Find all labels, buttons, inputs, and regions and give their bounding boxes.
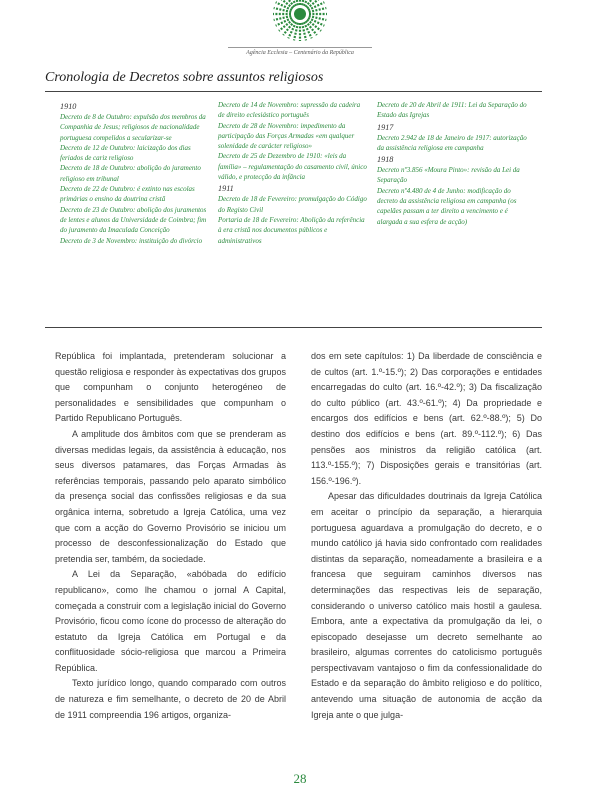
chronology-year: 1917 (377, 122, 394, 132)
chronology-entry: Decreto de 8 de Outubro: expulsão dos membros da Companhia de Jesus; religiosos de nacionalidade portuguesa compelidos a secularizar-se (60, 113, 206, 142)
chronology-entry: Decreto de 20 de Abril de 1911: Lei da Separação do Estado das Igrejas (377, 101, 527, 120)
chronology-column-3 (377, 100, 529, 227)
chronology-entry: Decreto de 22 de Outubro: é extinto nas escolas primárias o ensino da doutrina cristã (60, 185, 195, 204)
body-column-left (55, 349, 286, 723)
chronology-entry: Decreto 2.942 de 18 de Janeiro de 1917: autorização da assistência religiosa em campanha (377, 133, 527, 152)
header-divider (228, 47, 372, 48)
body-column-right (311, 349, 542, 723)
chronology-column-1 (60, 100, 210, 246)
chronology-entry: Decreto de 18 de Fevereiro: promulgação do Código do Registo Civil (218, 195, 367, 214)
sunburst-logo-icon (270, 0, 330, 42)
chronology-column-2 (218, 100, 368, 246)
chronology-entry: Decreto de 12 de Outubro: laicização dos dias feriados de cariz religioso (60, 143, 191, 163)
body-paragraph: A Lei da Separação, «abóbada do edifício republicano», como lhe chamou o jornal A Capital, começada a construir com a legislação inicial do Governo Provisório, ficou como ícone do processo de alteração do estatuto da Igreja Católica em Portugal e da conflituosidade sócio-religiosa que marcou a Primeira República. (55, 569, 286, 673)
chronology-year: 1911 (218, 184, 234, 194)
body-paragraph: dos em sete capítulos: 1) Da liberdade de consciência e de cultos (art. 1.º-15.º); 2) Das corporações e entidades encarregadas do culto (art. 16.º-42.º); 3) Da fiscalização do culto público (art. 43.º-61.º); 4) Da propriedade e encargos dos edifícios e bens (art. 62.º-88.º); 5) Do destino dos edifícios e bens (art. 89.º-112.º); 6) Das pensões aos ministros da religião católica (art. 113.º-155.º); 7) Disposições gerais e transitórias (art. 156.º-196.º). (311, 351, 542, 486)
chronology-entry: Decreto nº4.480 de 4 de Junho: modificação do decreto da assistência religiosa em campanha (os capelães passam a ter direito a vencimento e é alargada a sua esfera de acção) (377, 186, 517, 226)
body-paragraph: A amplitude dos âmbitos com que se prenderam as diversas medidas legais, da assistência à educação, nos seus diversos patamares, das Forças Armadas às referências temporais, passando pelo aparato simbólico da presença social das confissões religiosas e da sua orgânica interna, sobretudo a Igreja Católica, uma vez que com a acção do Governo Provisório se iniciou um processo de desconfessionalização do Estado que pretendia ser, também, da sociedade. (55, 428, 286, 564)
chronology-entry: Decreto nº3.856 «Moura Pinto»: revisão da Lei da Separação (377, 166, 520, 185)
chronology-entry: Decreto de 28 de Novembro: impedimento da participação das Forças Armadas «em qualquer solenidade de carácter religioso» (218, 121, 355, 151)
page-number: 28 (293, 771, 307, 786)
body-paragraph: República foi implantada, pretenderam solucionar a questão religiosa e responder às expectativas dos grupos que compunham o conjunto heterogéneo de personalidades e sensibilidades que compunham o Partido Republicano Português. (55, 351, 286, 424)
chronology-entry: Decreto de 23 de Outubro: abolição dos juramentos de lentes e alunos da Universidade de Coimbra; fim do juramento da Imaculada Conceição (60, 205, 207, 235)
chronology-entry: Decreto de 18 de Outubro: abolição do juramento religioso em tribunal (60, 164, 201, 183)
chronology-entry: Decreto de 14 de Novembro: supressão da cadeira de direito eclesiástico português (218, 101, 361, 120)
section-title: Cronologia de Decretos sobre assuntos religiosos (45, 70, 324, 85)
chronology-entry: Decreto de 25 de Dezembro de 1910: «leis da família» – regulamentação do casamento civil, único válido, e protecção da infância (218, 152, 367, 182)
header-subtitle: Agência Ecclesia – Centenário da República (246, 50, 354, 56)
chronology-year: 1910 (60, 102, 77, 111)
body-paragraph: Texto jurídico longo, quando comparado com outros de natureza e fim semelhante, o decreto de 20 de Abril de 1911 compreendia 196 artigos, organiza- (55, 678, 286, 720)
section-rule-top (45, 91, 542, 92)
section-rule-bottom (45, 327, 542, 328)
chronology-year: 1918 (377, 155, 394, 165)
chronology-entry: Portaria de 18 de Fevereiro: Abolição da referência à era cristã nos documentos públicos e administrativos (218, 215, 365, 245)
body-paragraph: Apesar das dificuldades doutrinais da Igreja Católica em aceitar o princípio da separação, a hierarquia portuguesa aguardava a promulgação do decreto, e o mundo católico já havia sido confrontado com realidades distintas da separação, nomeadamente a brasileira e a francesa que seguiram caminhos diversos nas determinações das respectivas leis de separação, considerando o universo católico mais hostil a gaulesa. Embora, ante a expectativa da promulgação da lei, o episcopado desejasse um decreto semelhante ao brasileiro, algumas correntes do catolicismo português perspectivavam vantajoso o fim da confessionalidade do Estado e da separação do âmbito religioso e do político, antevendo uma situação de autonomia de acção da Igreja ante o que julga- (311, 491, 542, 720)
chronology-entry: Decreto de 3 de Novembro: instituição do divórcio (60, 236, 203, 245)
